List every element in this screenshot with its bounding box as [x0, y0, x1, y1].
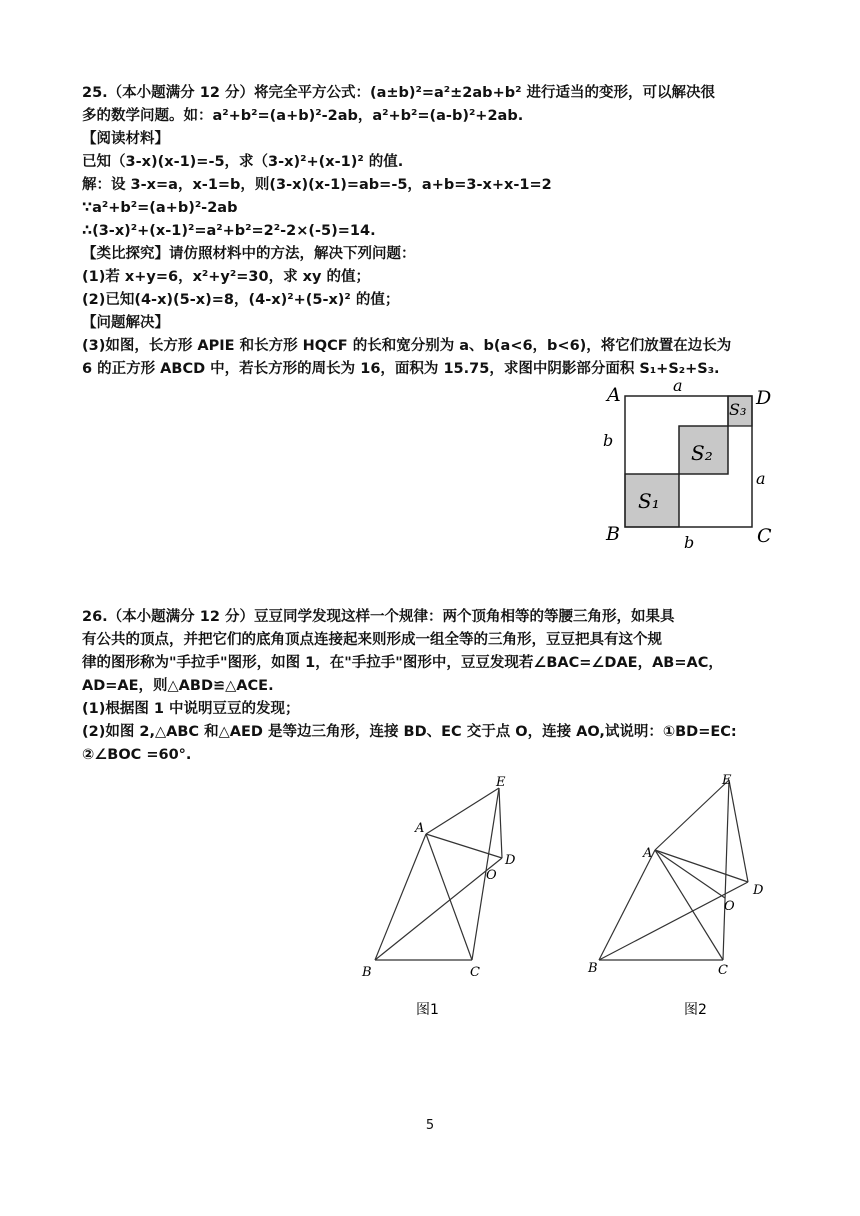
- fig1-e-label: E: [496, 775, 506, 790]
- q26-figure-2: [584, 768, 774, 1019]
- fig2-d-label: D: [753, 883, 764, 898]
- q25-line-2: 多的数学问题。如：a²+b²=(a+b)²-2ab，a²+b²=(a-b)²+2ab.: [82, 108, 524, 124]
- side-b-bottom-label: b: [684, 533, 695, 550]
- q25-line-8: 【类比探究】请仿照材料中的方法，解决下列问题：: [82, 246, 416, 262]
- fig2-b-label: B: [588, 961, 598, 976]
- fig2-caption: 图2: [684, 1002, 707, 1018]
- q25-line-4: 已知（3-x)(x-1)=-5，求（3-x)²+(x-1)² 的值.: [82, 154, 404, 170]
- q26-line-6: (2)如图 2,△ABC 和△AED 是等边三角形，连接 BD、EC 交于点 O，连接 AO,试说明：①BD=EC:: [82, 724, 737, 740]
- vertex-d-label: D: [756, 387, 772, 409]
- q25-line-13: 6 的正方形 ABCD 中，若长方形的周长为 16，面积为 15.75，求图中阴影部分面积 S₁+S₂+S₃.: [82, 361, 720, 377]
- vertex-b-label: B: [606, 523, 620, 545]
- s1-label: S₁: [638, 489, 660, 513]
- fig2-e-label: E: [722, 773, 732, 788]
- q25-line-9: (1)若 x+y=6，x²+y²=30，求 xy 的值；: [82, 269, 370, 285]
- q25-line-1: 25.（本小题满分 12 分）将完全平方公式：(a±b)²=a²±2ab+b² 进行适当的变形，可以解决很: [82, 85, 715, 101]
- q25-line-11: 【问题解决】: [82, 315, 169, 331]
- fig1-b-label: B: [362, 965, 372, 980]
- fig2-a-label: A: [643, 846, 653, 861]
- s3-label: S₃: [729, 400, 747, 419]
- fig1-d-label: D: [505, 853, 516, 868]
- q25-square-figure: [598, 378, 788, 550]
- side-a-right-label: a: [756, 469, 766, 488]
- q26-figure-1: [352, 774, 542, 1019]
- side-a-top-label: a: [673, 378, 683, 395]
- q26-line-7: ②∠BOC =60°.: [82, 747, 192, 763]
- q25-line-7: ∴(3-x)²+(x-1)²=a²+b²=2²-2×(-5)=14.: [82, 223, 376, 239]
- s2-label: S₂: [691, 441, 713, 465]
- q25-line-3: 【阅读材料】: [82, 131, 169, 147]
- q25-line-12: (3)如图，长方形 APIE 和长方形 HQCF 的长和宽分别为 a、b(a<6，b<6)，将它们放置在边长为: [82, 338, 732, 354]
- q26-line-2: 有公共的顶点，并把它们的底角顶点连接起来则形成一组全等的三角形，豆豆把具有这个规: [82, 632, 662, 648]
- q26-line-1: 26.（本小题满分 12 分）豆豆同学发现这样一个规律：两个顶角相等的等腰三角形，如果具: [82, 609, 675, 625]
- q25-line-10: (2)已知(4-x)(5-x)=8，(4-x)²+(5-x)² 的值；: [82, 292, 400, 308]
- q26-line-3: 律的图形称为"手拉手"图形，如图 1，在"手拉手"图形中，豆豆发现若∠BAC=∠DAE，AB=AC，: [82, 655, 723, 671]
- fig2-o-label: O: [724, 899, 735, 914]
- page-number: 5: [425, 1118, 435, 1133]
- fig1-a-label: A: [415, 821, 425, 836]
- fig1-c-label: C: [470, 965, 480, 980]
- q25-line-6: ∵a²+b²=(a+b)²-2ab: [82, 200, 238, 216]
- fig1-caption: 图1: [416, 1002, 439, 1018]
- vertex-c-label: C: [757, 525, 772, 547]
- q26-line-4: AD=AE，则△ABD≌△ACE.: [82, 678, 274, 694]
- side-b-left-label: b: [603, 431, 614, 450]
- q25-line-5: 解：设 3-x=a，x-1=b，则(3-x)(x-1)=ab=-5，a+b=3-x+x-1=2: [82, 177, 552, 193]
- q26-line-5: (1)根据图 1 中说明豆豆的发现；: [82, 701, 300, 717]
- vertex-a-label: A: [607, 384, 621, 406]
- fig2-c-label: C: [718, 963, 728, 978]
- fig1-o-label: O: [486, 868, 497, 883]
